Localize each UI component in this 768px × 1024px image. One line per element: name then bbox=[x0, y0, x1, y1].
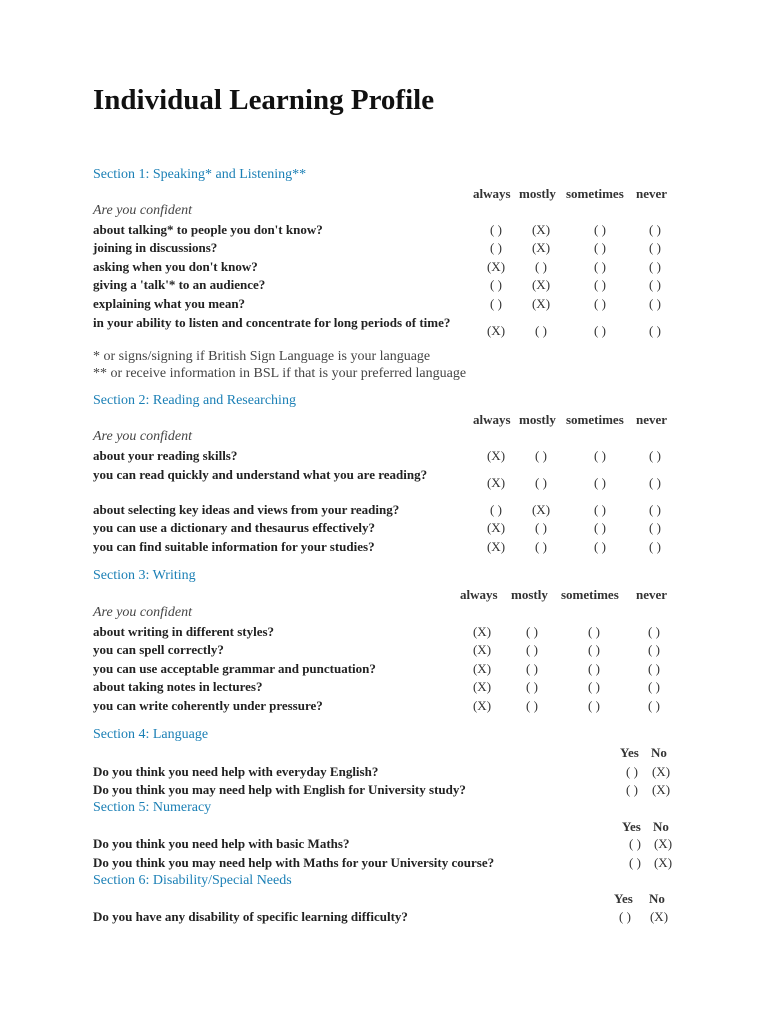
s2-q5-always[interactable]: (X) bbox=[486, 539, 506, 554]
s2-q2-sometimes[interactable]: ( ) bbox=[594, 475, 606, 490]
s2-q1-mostly[interactable]: ( ) bbox=[535, 448, 547, 463]
s2-q5-never[interactable]: ( ) bbox=[649, 539, 661, 554]
s1-q3-never[interactable]: ( ) bbox=[649, 259, 661, 274]
s2-q1-always[interactable]: (X) bbox=[486, 448, 506, 463]
s3-q2-sometimes[interactable]: ( ) bbox=[588, 642, 600, 657]
s2-q2-mostly[interactable]: ( ) bbox=[535, 475, 547, 490]
s1-q5: explaining what you mean? bbox=[93, 296, 246, 311]
s3-q3-never[interactable]: ( ) bbox=[648, 661, 660, 676]
scale-never: never bbox=[636, 186, 668, 201]
section-2-prompt: Are you confident bbox=[93, 429, 193, 444]
s1-q1: about talking* to people you don't know? bbox=[93, 222, 323, 237]
s2-q1-sometimes[interactable]: ( ) bbox=[594, 448, 606, 463]
s3-q1: about writing in different styles? bbox=[93, 624, 275, 639]
s1-q3-sometimes[interactable]: ( ) bbox=[594, 259, 606, 274]
s3-q1-always[interactable]: (X) bbox=[472, 624, 492, 639]
s6-q1-yes[interactable]: ( ) bbox=[619, 909, 631, 924]
s3-q4-always[interactable]: (X) bbox=[472, 679, 492, 694]
s1-q1-mostly[interactable]: (X) bbox=[531, 222, 551, 237]
s1-q2-sometimes[interactable]: ( ) bbox=[594, 240, 606, 255]
s2-q4-mostly[interactable]: ( ) bbox=[535, 520, 547, 535]
s2-q3-never[interactable]: ( ) bbox=[649, 502, 661, 517]
scale-mostly: mostly bbox=[511, 587, 548, 602]
s3-q1-mostly[interactable]: ( ) bbox=[526, 624, 538, 639]
s6-q1-no[interactable]: (X) bbox=[649, 909, 669, 924]
s3-q4-mostly[interactable]: ( ) bbox=[526, 679, 538, 694]
s3-q5-never[interactable]: ( ) bbox=[648, 698, 660, 713]
s3-q4-never[interactable]: ( ) bbox=[648, 679, 660, 694]
s1-q2-mostly[interactable]: (X) bbox=[531, 240, 551, 255]
s1-q4-sometimes[interactable]: ( ) bbox=[594, 277, 606, 292]
s4-q2-yes[interactable]: ( ) bbox=[626, 782, 638, 797]
s2-q4: you can use a dictionary and thesaurus effectively? bbox=[93, 520, 376, 535]
s1-q1-never[interactable]: ( ) bbox=[649, 222, 661, 237]
s1-q4-mostly[interactable]: (X) bbox=[531, 277, 551, 292]
scale-yes: Yes bbox=[622, 819, 641, 834]
s3-q3-sometimes[interactable]: ( ) bbox=[588, 661, 600, 676]
s1-q2: joining in discussions? bbox=[93, 240, 218, 255]
s1-q4-always[interactable]: ( ) bbox=[490, 277, 502, 292]
s2-q4-sometimes[interactable]: ( ) bbox=[594, 520, 606, 535]
s5-q2-yes[interactable]: ( ) bbox=[629, 855, 641, 870]
s3-q5-always[interactable]: (X) bbox=[472, 698, 492, 713]
s3-q3-mostly[interactable]: ( ) bbox=[526, 661, 538, 676]
s5-q1-no[interactable]: (X) bbox=[653, 836, 673, 851]
s3-q2: you can spell correctly? bbox=[93, 642, 224, 657]
scale-sometimes: sometimes bbox=[561, 587, 619, 602]
s1-q5-mostly[interactable]: (X) bbox=[531, 296, 551, 311]
s1-q3: asking when you don't know? bbox=[93, 259, 258, 274]
s5-q1: Do you think you need help with basic Maths? bbox=[93, 836, 350, 851]
s2-q1-never[interactable]: ( ) bbox=[649, 448, 661, 463]
section-3-heading: Section 3: Writing bbox=[93, 568, 196, 583]
s1-q5-always[interactable]: ( ) bbox=[490, 296, 502, 311]
s1-q3-mostly[interactable]: ( ) bbox=[535, 259, 547, 274]
s2-q2-always[interactable]: (X) bbox=[486, 475, 506, 490]
s4-q2: Do you think you may need help with English for University study? bbox=[93, 782, 466, 797]
s1-q2-always[interactable]: ( ) bbox=[490, 240, 502, 255]
s1-q6-never[interactable]: ( ) bbox=[649, 323, 661, 338]
scale-mostly: mostly bbox=[519, 186, 556, 201]
s2-q4-always[interactable]: (X) bbox=[486, 520, 506, 535]
section-6-heading: Section 6: Disability/Special Needs bbox=[93, 873, 292, 888]
s1-q2-never[interactable]: ( ) bbox=[649, 240, 661, 255]
s1-q1-sometimes[interactable]: ( ) bbox=[594, 222, 606, 237]
s1-q5-sometimes[interactable]: ( ) bbox=[594, 296, 606, 311]
s1-q6-mostly[interactable]: ( ) bbox=[535, 323, 547, 338]
scale-never: never bbox=[636, 587, 668, 602]
s2-q5-sometimes[interactable]: ( ) bbox=[594, 539, 606, 554]
s6-q1: Do you have any disability of specific learning difficulty? bbox=[93, 909, 408, 924]
s2-q1: about your reading skills? bbox=[93, 448, 238, 463]
scale-never: never bbox=[636, 412, 668, 427]
s3-q2-mostly[interactable]: ( ) bbox=[526, 642, 538, 657]
scale-always: always bbox=[473, 412, 511, 427]
s3-q1-sometimes[interactable]: ( ) bbox=[588, 624, 600, 639]
s3-q2-never[interactable]: ( ) bbox=[648, 642, 660, 657]
scale-no: No bbox=[653, 819, 669, 834]
scale-always: always bbox=[473, 186, 511, 201]
s2-q3-sometimes[interactable]: ( ) bbox=[594, 502, 606, 517]
s1-q4: giving a 'talk'* to an audience? bbox=[93, 277, 266, 292]
s3-q2-always[interactable]: (X) bbox=[472, 642, 492, 657]
s5-q2: Do you think you may need help with Maths for your University course? bbox=[93, 855, 495, 870]
scale-sometimes: sometimes bbox=[566, 186, 624, 201]
section-4-heading: Section 4: Language bbox=[93, 727, 209, 742]
section-3-prompt: Are you confident bbox=[93, 605, 193, 620]
s3-q3-always[interactable]: (X) bbox=[472, 661, 492, 676]
s2-q2-never[interactable]: ( ) bbox=[649, 475, 661, 490]
scale-no: No bbox=[649, 891, 665, 906]
s2-q3: about selecting key ideas and views from your reading? bbox=[93, 502, 400, 517]
s3-q5-sometimes[interactable]: ( ) bbox=[588, 698, 600, 713]
s2-q2: you can read quickly and understand what you are reading? bbox=[93, 467, 428, 482]
s4-q1-yes[interactable]: ( ) bbox=[626, 764, 638, 779]
s3-q5: you can write coherently under pressure? bbox=[93, 698, 323, 713]
s4-q2-no[interactable]: (X) bbox=[651, 782, 671, 797]
s1-q5-never[interactable]: ( ) bbox=[649, 296, 661, 311]
footnote-signing: * or signs/signing if British Sign Language is your language bbox=[93, 349, 431, 364]
s3-q4-sometimes[interactable]: ( ) bbox=[588, 679, 600, 694]
s1-q1-always[interactable]: ( ) bbox=[490, 222, 502, 237]
section-1-prompt: Are you confident bbox=[93, 203, 193, 218]
s2-q4-never[interactable]: ( ) bbox=[649, 520, 661, 535]
s3-q3: you can use acceptable grammar and punctuation? bbox=[93, 661, 376, 676]
scale-yes: Yes bbox=[614, 891, 633, 906]
s5-q2-no[interactable]: (X) bbox=[653, 855, 673, 870]
section-5-heading: Section 5: Numeracy bbox=[93, 800, 212, 815]
s2-q3-always[interactable]: ( ) bbox=[490, 502, 502, 517]
s1-q6-always[interactable]: (X) bbox=[486, 323, 506, 338]
s2-q5-mostly[interactable]: ( ) bbox=[535, 539, 547, 554]
section-2-heading: Section 2: Reading and Researching bbox=[93, 393, 296, 408]
scale-always: always bbox=[460, 587, 498, 602]
scale-sometimes: sometimes bbox=[566, 412, 624, 427]
s5-q1-yes[interactable]: ( ) bbox=[629, 836, 641, 851]
s1-q6-sometimes[interactable]: ( ) bbox=[594, 323, 606, 338]
s4-q1: Do you think you need help with everyday English? bbox=[93, 764, 379, 779]
scale-yes: Yes bbox=[620, 745, 639, 760]
s3-q4: about taking notes in lectures? bbox=[93, 679, 263, 694]
scale-mostly: mostly bbox=[519, 412, 556, 427]
footnote-bsl: ** or receive information in BSL if that is your preferred language bbox=[93, 366, 467, 381]
s1-q6: in your ability to listen and concentrate for long periods of time? bbox=[93, 315, 451, 330]
s2-q3-mostly[interactable]: (X) bbox=[531, 502, 551, 517]
s3-q1-never[interactable]: ( ) bbox=[648, 624, 660, 639]
section-1-heading: Section 1: Speaking* and Listening** bbox=[93, 167, 307, 182]
scale-no: No bbox=[651, 745, 667, 760]
s3-q5-mostly[interactable]: ( ) bbox=[526, 698, 538, 713]
page-title: Individual Learning Profile bbox=[93, 84, 435, 116]
s4-q1-no[interactable]: (X) bbox=[651, 764, 671, 779]
s2-q5: you can find suitable information for your studies? bbox=[93, 539, 375, 554]
s1-q3-always[interactable]: (X) bbox=[486, 259, 506, 274]
s1-q4-never[interactable]: ( ) bbox=[649, 277, 661, 292]
